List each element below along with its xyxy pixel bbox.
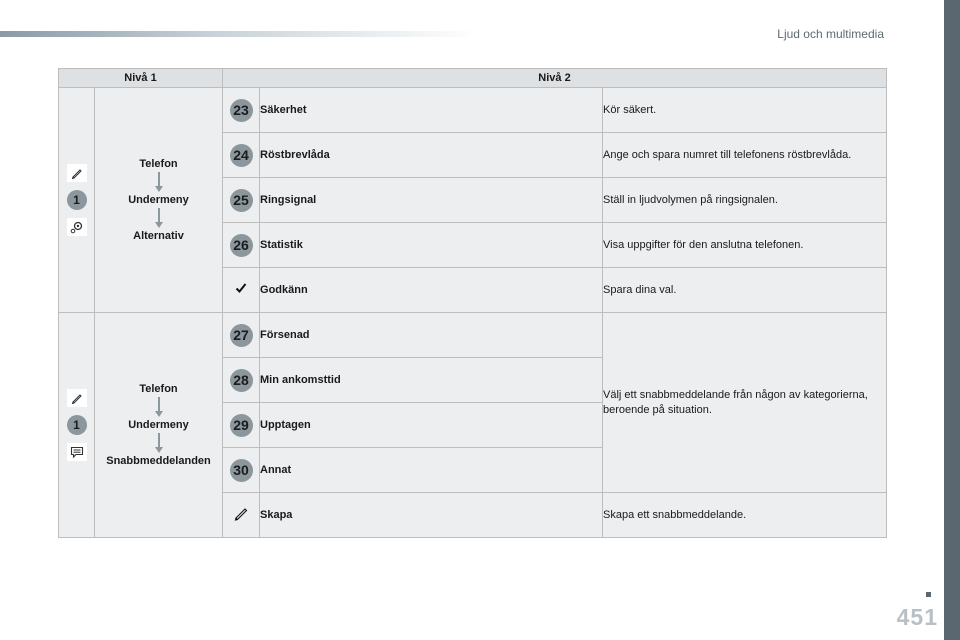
row-name: Upptagen	[260, 403, 603, 448]
pen-icon	[67, 389, 87, 407]
page-corner-mark	[926, 592, 931, 597]
page-number: 451	[896, 604, 938, 630]
level2-path-item: Undermeny	[128, 419, 189, 431]
row-number-cell	[223, 223, 260, 268]
number-badge: 30	[230, 459, 253, 482]
settings-gear-icon	[67, 218, 87, 236]
message-bubble-icon	[67, 443, 87, 461]
arrow-down-icon	[155, 172, 163, 192]
level1-badge: 1	[67, 415, 87, 435]
level1-cell	[59, 88, 95, 313]
arrow-down-icon	[155, 208, 163, 228]
number-badge: 23	[230, 99, 253, 122]
row-name: Säkerhet	[260, 88, 603, 133]
row-number-cell	[223, 403, 260, 448]
row-number-cell	[223, 133, 260, 178]
column-header-level2: Nivå 2	[223, 69, 887, 88]
row-name: Statistik	[260, 223, 603, 268]
level2-path-item: Undermeny	[128, 194, 189, 206]
pen-icon	[67, 164, 87, 182]
level2-path-cell	[95, 88, 223, 313]
page-side-strip	[944, 0, 960, 640]
row-name: Annat	[260, 448, 603, 493]
row-comment: Spara dina val.	[603, 268, 887, 313]
number-badge: 26	[230, 234, 253, 257]
level2-path-item: Telefon	[139, 158, 178, 170]
level2-path-item: Alternativ	[133, 230, 184, 242]
row-comment: Ställ in ljudvolymen på ringsignalen.	[603, 178, 887, 223]
checkmark-icon	[235, 281, 247, 298]
number-badge: 28	[230, 369, 253, 392]
number-badge: 29	[230, 414, 253, 437]
level1-cell	[59, 313, 95, 538]
row-name: Försenad	[260, 313, 603, 358]
row-comment: Visa uppgifter för den anslutna telefonen.	[603, 223, 887, 268]
row-name: Min ankomsttid	[260, 358, 603, 403]
section-title: Ljud och multimedia	[777, 27, 884, 41]
arrow-down-icon	[155, 433, 163, 453]
level1-badge: 1	[67, 190, 87, 210]
arrow-down-icon	[155, 397, 163, 417]
number-badge: 27	[230, 324, 253, 347]
row-comment: Skapa ett snabbmeddelande.	[603, 493, 887, 538]
level2-path-item: Snabbmeddelanden	[106, 455, 211, 467]
level2-path-item: Telefon	[139, 383, 178, 395]
row-icon-cell	[223, 493, 260, 538]
row-name: Skapa	[260, 493, 603, 538]
row-number-cell	[223, 358, 260, 403]
row-comment: Kör säkert.	[603, 88, 887, 133]
row-number-cell	[223, 178, 260, 223]
row-number-cell	[223, 313, 260, 358]
row-number-cell	[223, 88, 260, 133]
number-badge: 25	[230, 189, 253, 212]
menu-table	[58, 68, 887, 538]
number-badge: 24	[230, 144, 253, 167]
level2-path-cell	[95, 313, 223, 538]
pen-icon	[233, 508, 249, 525]
row-icon-cell	[223, 268, 260, 313]
row-name: Ringsignal	[260, 178, 603, 223]
row-comment: Ange och spara numret till telefonens röstbrevlåda.	[603, 133, 887, 178]
shared-comment: Välj ett snabbmeddelande från någon av kategorierna, beroende på situation.	[603, 313, 887, 493]
column-header-level1: Nivå 1	[59, 69, 223, 88]
row-number-cell	[223, 448, 260, 493]
header-gradient-bar	[0, 31, 480, 37]
row-name: Godkänn	[260, 268, 603, 313]
row-name: Röstbrevlåda	[260, 133, 603, 178]
